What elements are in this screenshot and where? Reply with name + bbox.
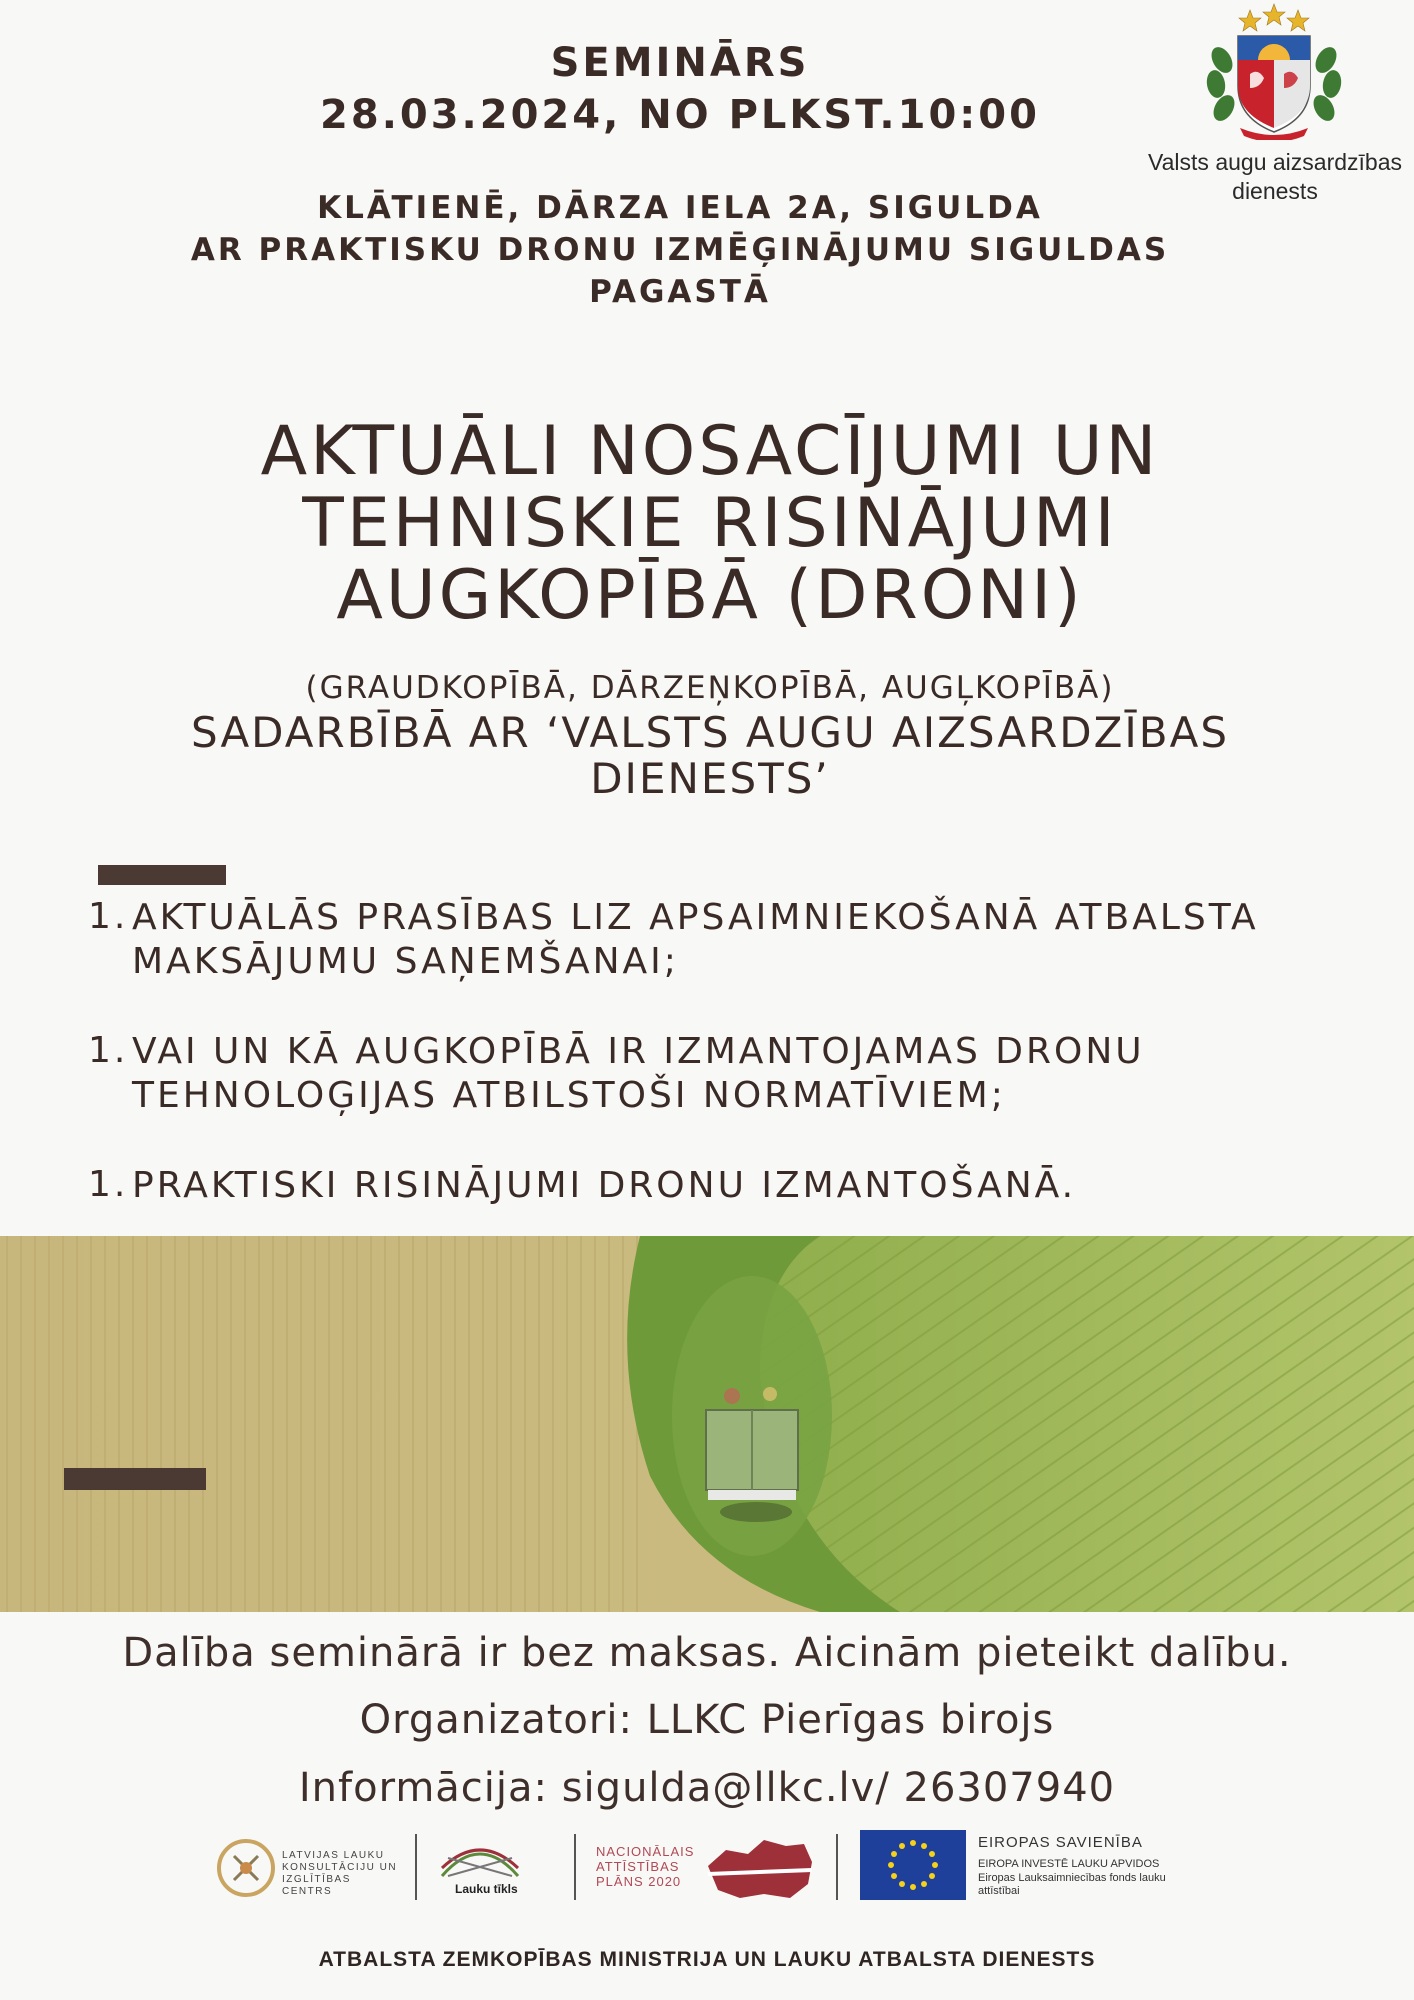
main-title-line-2: TEHNISKIE RISINĀJUMI [302, 484, 1118, 563]
subtitle-cooperation-line-2: DIENESTS’ [590, 754, 830, 803]
vaad-logo-caption [1120, 148, 1414, 206]
main-title-line-3: AUGKOPĪBĀ (DRONI) [336, 556, 1084, 635]
decorative-bar [98, 865, 226, 885]
latvia-coat-of-arms-logo [1200, 0, 1348, 140]
venue-line-1: KLĀTIENĒ, DĀRZA IELA 2A, SIGULDA [317, 190, 1043, 226]
agenda-item-text: VAI UN KĀ AUGKOPĪBĀ IR IZMANTOJAMAS DRONU TEHNOLOĢIJAS ATBILSTOŠI NORMATĪVIEM; [132, 1031, 1145, 1116]
latvia-map-icon [704, 1836, 816, 1902]
venue-line-3: PAGASTĀ [589, 274, 771, 310]
vaad-caption-line-1: Valsts augu aizsardzības [1148, 149, 1402, 175]
eu-flag-icon [860, 1830, 966, 1900]
eu-logo-subtitle: EIROPA INVESTĒ LAUKU APVIDOS [978, 1858, 1160, 1870]
support-statement: ATBALSTA ZEMKOPĪBAS MINISTRIJA UN LAUKU ATBALSTA DIENESTS [318, 1948, 1096, 1971]
vaad-caption-line-2: dienests [1232, 178, 1318, 204]
llkc-logo-icon [216, 1838, 276, 1898]
eu-logo-fund: Eiropas Lauksaimniecības fonds lauku attīstībai [978, 1872, 1166, 1897]
organizers-note: Organizatori: LLKC Pierīgas birojs [359, 1697, 1055, 1743]
seminar-label: SEMINĀRS [550, 40, 810, 86]
agenda-item-number: 1. [88, 896, 129, 937]
participation-note: Dalība seminārā ir bez maksas. Aicinām pieteikt dalību. [122, 1630, 1292, 1676]
agenda-item [88, 1164, 1388, 1208]
llkc-logo-text: LATVIJAS LAUKU KONSULTĀCIJU UN IZGLĪTĪBAS CENTRS [282, 1850, 398, 1897]
logo-divider [415, 1834, 417, 1900]
agenda-item [88, 896, 1388, 984]
venue-line-2: AR PRAKTISKU DRONU IZMĒĢINĀJUMU SIGULDAS [190, 232, 1170, 268]
agenda-item-number: 1. [88, 1030, 129, 1071]
nap-logo-text: NACIONĀLAIS ATTĪSTĪBAS PLĀNS 2020 [596, 1844, 695, 1889]
agenda-item-text: PRAKTISKI RISINĀJUMI DRONU IZMANTOŠANĀ. [132, 1165, 1077, 1206]
subtitle-cooperation-line-1: SADARBĪBĀ AR ‘VALSTS AUGU AIZSARDZĪBAS [191, 708, 1229, 757]
agenda-item [88, 1030, 1388, 1118]
partner-logos-row [210, 1830, 1210, 1910]
decorative-bar [64, 1468, 206, 1490]
lauku-tikls-logo-text: Lauku tīkls [455, 1882, 518, 1896]
main-title-line-1: AKTUĀLI NOSACĪJUMI UN [260, 412, 1160, 491]
seminar-date-time: 28.03.2024, NO PLKST.10:00 [320, 92, 1040, 138]
subtitle-sectors: (GRAUDKOPĪBĀ, DĀRZEŅKOPĪBĀ, AUGĻKOPĪBĀ) [305, 670, 1115, 706]
logo-divider [574, 1834, 576, 1900]
agenda-item-number: 1. [88, 1164, 129, 1205]
aerial-field-photo [0, 1236, 1414, 1612]
lauku-tikls-logo-icon [438, 1836, 522, 1882]
eu-logo-title: EIROPAS SAVIENĪBA [978, 1834, 1143, 1851]
agenda-item-text: AKTUĀLĀS PRASĪBAS LIZ APSAIMNIEKOŠANĀ ATBALSTA MAKSĀJUMU SAŅEMŠANAI; [132, 897, 1259, 982]
contact-information: Informācija: sigulda@llkc.lv/ 26307940 [298, 1765, 1116, 1811]
logo-divider [836, 1834, 838, 1900]
